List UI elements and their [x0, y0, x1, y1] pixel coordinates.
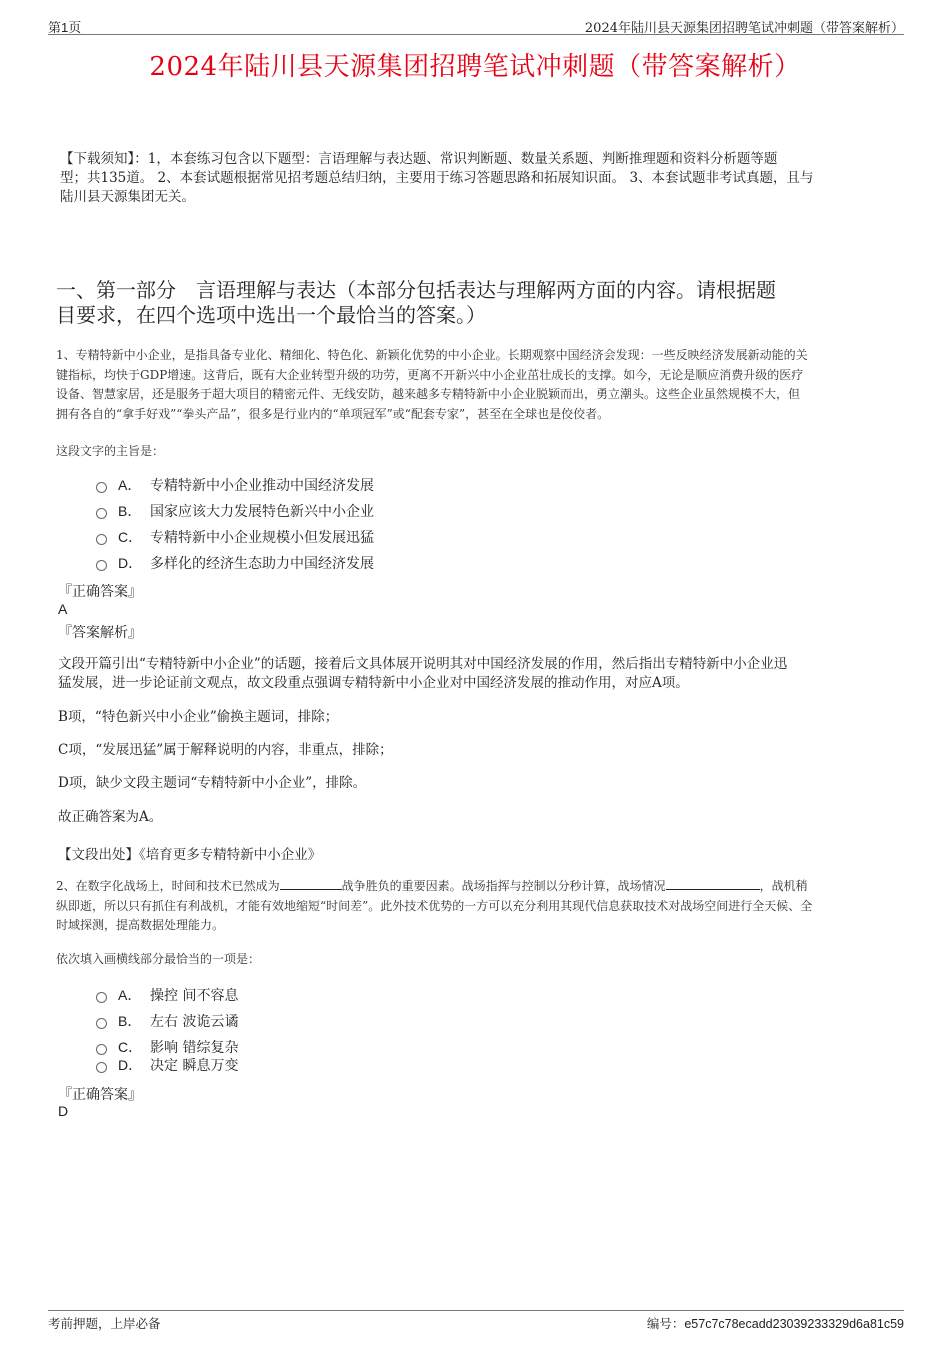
- question-line: 纵即逝，所以只有抓住有利战机，才能有效地缩短“时间差”。此外技术优势的一方可以充分利用其现代信息获取技术对战场空间进行全天候、全: [56, 898, 813, 913]
- option-letter: B．: [118, 1013, 142, 1029]
- fill-blank: [666, 877, 760, 890]
- option-text: 影响 错综复杂: [150, 1040, 239, 1056]
- document-id-code: e57c7c78ecadd23039233329d6a81c59: [684, 1317, 904, 1331]
- radio-icon[interactable]: [96, 560, 107, 571]
- option-letter: A．: [118, 987, 142, 1003]
- document-id: [647, 1314, 904, 1332]
- radio-icon[interactable]: [96, 1018, 107, 1029]
- question-line: 拥有各自的“拿手好戏”“拳头产品”，很多是行业内的“单项冠军”或“配套专家”，甚至在全球也是佼佼者。: [56, 406, 610, 421]
- header-divider: [48, 34, 904, 35]
- question-line: 1、专精特新中小企业，是指具备专业化、精细化、特色化、新颖化优势的中小企业。长期观察中国经济会发现：一些反映经济发展新动能的关: [56, 348, 808, 362]
- q2-option-a[interactable]: [96, 984, 238, 1006]
- question-2-prompt: 依次填入画横线部分最恰当的一项是：: [56, 952, 261, 966]
- option-text: 多样化的经济生态助力中国经济发展: [150, 556, 374, 572]
- option-text: 国家应该大力发展特色新兴中小企业: [150, 504, 374, 520]
- option-text: 专精特新中小企业推动中国经济发展: [150, 478, 374, 494]
- question-fragment: 2、在数字化战场上，时间和技术已然成为: [56, 879, 280, 893]
- correct-answer: D: [58, 1103, 69, 1119]
- analysis-option-d: D项，缺少文段主题词“专精特新中小企业”，排除。: [58, 775, 367, 791]
- notice-line: 型；共135道。 2、本套试题根据常见招考题总结归纳，主要用于练习答题思路和拓展知识面。 3、本套试题非考试真题，且与: [60, 170, 814, 186]
- passage-source: 【文段出处】《培育更多专精特新中小企业》: [58, 847, 322, 863]
- option-text: 左右 波诡云谲: [150, 1014, 239, 1030]
- option-text: 决定 瞬息万变: [150, 1058, 239, 1074]
- option-text: 专精特新中小企业规模小但发展迅猛: [150, 530, 374, 546]
- q1-option-b[interactable]: [96, 500, 374, 522]
- radio-icon[interactable]: [96, 1062, 107, 1073]
- correct-answer-label: 『正确答案』: [58, 1087, 142, 1103]
- option-letter: C．: [118, 1039, 143, 1055]
- question-line: 设备、智慧家居，还是服务于超大项目的精密元件、无线安防，越来越多专精特新中小企业脱颖而出，勇立潮头。这些企业虽然规模不大，但: [56, 387, 801, 401]
- download-notice: [60, 150, 900, 207]
- section-heading-line: 一、第一部分 言语理解与表达（本部分包括表达与理解两方面的内容。请根据题: [56, 278, 776, 302]
- question-line: 键指标，均快于GDP增速。这背后，既有大企业转型升级的功劳，更离不开新兴中小企业茁壮成长的支撑。如今，无论是顺应消费升级的医疗: [56, 367, 804, 382]
- question-line: 时域探测，提高数据处理能力。: [56, 918, 225, 932]
- page-number: 第1页: [48, 20, 82, 35]
- correct-answer: A: [58, 601, 68, 617]
- section-heading: [56, 278, 896, 328]
- analysis-conclusion: 故正确答案为A。: [58, 809, 163, 825]
- analysis-line: 文段开篇引出“专精特新中小企业”的话题，接着后文具体展开说明其对中国经济发展的作用，然后指出专精特新中小企业迅: [58, 656, 788, 672]
- correct-answer-label: 『正确答案』: [58, 584, 142, 600]
- notice-line: 陆川县天源集团无关。: [60, 189, 195, 205]
- option-letter: A．: [118, 477, 142, 493]
- section-heading-line: 目要求，在四个选项中选出一个最恰当的答案。）: [56, 303, 486, 327]
- notice-line: 【下载须知】：1，本套练习包含以下题型：言语理解与表达题、常识判断题、数量关系题、判断推理题和资料分析题等题: [60, 151, 778, 167]
- radio-icon[interactable]: [96, 508, 107, 519]
- radio-icon[interactable]: [96, 482, 107, 493]
- analysis-option-b: B项，“特色新兴中小企业”偷换主题词，排除；: [58, 709, 339, 725]
- q2-option-b[interactable]: [96, 1010, 238, 1032]
- question-1-prompt: 这段文字的主旨是：: [56, 444, 165, 458]
- question-1-text: [56, 346, 900, 424]
- analysis-line: 猛发展，进一步论证前文观点，故文段重点强调专精特新中小企业对中国经济发展的推动作用，对应A项。: [58, 675, 689, 691]
- question-fragment: ，战机稍: [759, 879, 808, 893]
- question-fragment: 战争胜负的重要因素。战场指挥与控制以分秒计算，战场情况: [341, 879, 666, 893]
- question-2-text: [56, 877, 900, 936]
- radio-icon[interactable]: [96, 992, 107, 1003]
- q1-option-c[interactable]: [96, 526, 374, 548]
- option-text: 操控 间不容息: [150, 988, 239, 1004]
- document-id-label: 编号：: [646, 1316, 685, 1331]
- answer-analysis-label: 『答案解析』: [58, 625, 142, 641]
- radio-icon[interactable]: [96, 534, 107, 545]
- q2-option-d[interactable]: [96, 1054, 238, 1076]
- running-title: 2024年陆川县天源集团招聘笔试冲刺题（带答案解析）: [584, 21, 904, 36]
- document-title: 2024年陆川县天源集团招聘笔试冲刺题（带答案解析）: [149, 52, 801, 82]
- q1-option-d[interactable]: [96, 552, 374, 574]
- option-letter: D．: [118, 555, 143, 571]
- fill-blank: [280, 877, 342, 890]
- analysis-paragraph: [58, 655, 888, 693]
- analysis-option-c: C项，“发展迅猛”属于解释说明的内容，非重点，排除；: [58, 742, 393, 758]
- option-letter: C．: [118, 529, 143, 545]
- footer-slogan: 考前押题，上岸必备: [48, 1316, 161, 1331]
- footer-divider: [48, 1310, 904, 1311]
- option-letter: D．: [118, 1057, 143, 1073]
- question-line: [56, 877, 900, 897]
- option-letter: B．: [118, 503, 142, 519]
- q1-option-a[interactable]: [96, 474, 374, 496]
